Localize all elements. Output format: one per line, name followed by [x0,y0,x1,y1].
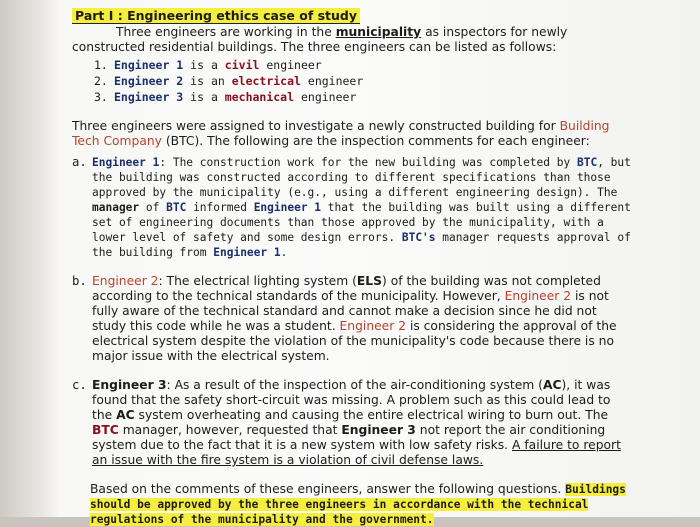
list-item: 1. Engineer 1 is a civil engineer [94,58,322,72]
inspection-comments [72,155,632,468]
inspection-item-a: a. Engineer 1: The construction work for the new building was completed by BTC, but the building was constructed according to different specifications than those approved by the municipality (e.g., using a different engineering design). The manager of BTC informed Engineer 1 that the building was built using a different set of engineering documents than those approved by the municipality, with a lower level of safety and some design errors. BTC's manager requests approval of the building from Engineer 1. [72,155,631,259]
intro-paragraph: Three engineers are working in the municipality as inspectors for newly constructed residential buildings. The three engineers can be listed as follows: [72,25,568,54]
document-content [72,8,632,527]
underlined-statement: A failure to report an issue with the fire system is a violation of civil defense laws. [92,438,621,467]
company-name: Building Tech Company [72,119,610,148]
municipality-term: municipality [335,25,422,39]
list-item: 2. Engineer 2 is an electrical engineer [94,74,364,88]
inspection-item-b: b. Engineer 2: The electrical lighting system (ELS) of the building was not completed according to the technical standards of the municipality. However, Engineer 2 is not fully aware of the technical standard and cannot make a decision since he did not study this code while he was a student. Engineer 2 is considering the approval of the electrical system despite the violation of the municipality's code because there is no major issue with the electrical system. [72,274,617,363]
list-item: 3. Engineer 3 is a mechanical engineer [94,90,357,104]
section-title: Part I : Engineering ethics case of study [72,8,360,24]
engineer-list [94,57,632,105]
closing-paragraph: Based on the comments of these engineers, answer the following questions. Buildings should be approved by the three engineers in accordance with the technical regulations of the municipality and the government. [90,482,626,526]
assignment-paragraph: Three engineers were assigned to investigate a newly constructed building for Building Tech Company (BTC). The following are the inspection comments for each engineer: [72,119,610,148]
page-edge-shadow [0,0,60,517]
inspection-item-c: c. Engineer 3: As a result of the inspection of the air-conditioning system (AC), it was found that the safety short-circuit was missing. A problem such as this could lead to the AC system overheating and causing the entire electrical wiring to burn out. The BTC manager, however, requested that Engineer 3 not report the air conditioning system due to the fact that it is a new system with low safety risks. A failure to report an issue with the fire system is a violation of civil defense laws. [72,378,621,467]
highlighted-requirement: Buildings should be approved by the three engineers in accordance with the technical regulations of the municipality and the government. [90,483,626,526]
